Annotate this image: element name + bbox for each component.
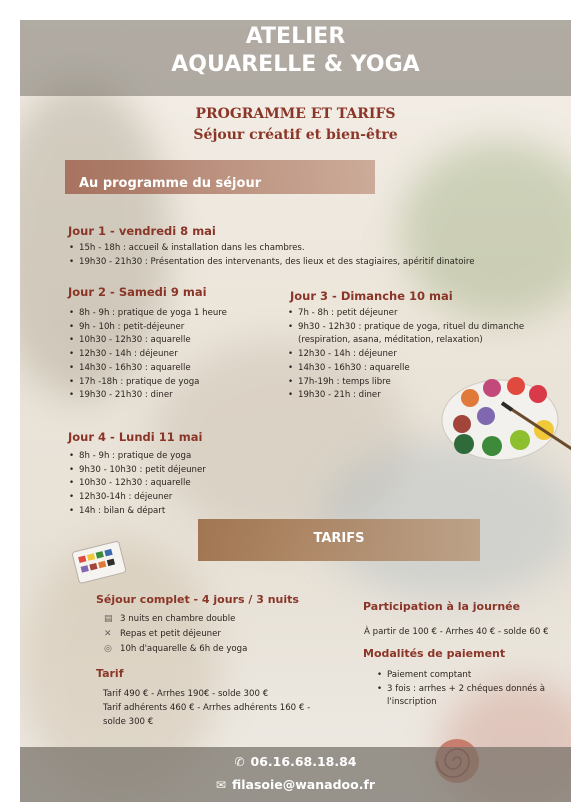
list-item: • 19h30 - 21h30 : diner	[68, 389, 278, 403]
day2-list	[68, 307, 278, 403]
list-item: • 12h30 - 14h : déjeuner	[68, 348, 278, 362]
complete-stay-title: Séjour complet - 4 jours / 3 nuits	[96, 593, 299, 606]
list-item: • 12h30 - 14h : déjeuner	[287, 348, 547, 362]
day2-title: Jour 2 - Samedi 9 mai	[68, 285, 207, 299]
list-item: • 10h30 - 12h30 : aquarelle	[68, 334, 278, 348]
header-title-line1: ATELIER	[245, 24, 346, 49]
tarif-lines	[103, 687, 343, 729]
included-label: Repas et petit déjeuner	[120, 629, 221, 639]
header-banner	[20, 20, 571, 96]
included-label: 10h d'aquarelle & 6h de yoga	[120, 644, 248, 654]
list-item: • 12h30-14h : déjeuner	[68, 491, 278, 505]
paint-box-icon	[72, 532, 128, 584]
list-item: • 14h : bilan & départ	[68, 505, 278, 519]
list-item: • 15h - 18h : accueil & installation dans les chambres.	[68, 242, 568, 256]
day1-title: Jour 1 - vendredi 8 mai	[68, 224, 216, 238]
bed-icon: ▤	[104, 614, 113, 624]
list-item: • 14h30 - 16h30 : aquarelle	[287, 362, 547, 376]
program-title: PROGRAMME ET TARIFS	[195, 106, 396, 122]
list-item: • 9h30 - 12h30 : pratique de yoga, rituel du dimanche (respiration, asana, méditation, relaxation)	[287, 321, 547, 348]
list-item: • 3 fois : arrhes + 2 chéques donnés à l'inscription	[376, 683, 566, 710]
list-item: • 9h - 10h : petit-déjeuner	[68, 321, 278, 335]
email-line	[20, 777, 571, 792]
list-item: • 19h30 - 21h : diner	[287, 389, 547, 403]
tarif-line: solde 300 €	[103, 717, 154, 727]
list-item	[104, 612, 247, 627]
flyer-page	[20, 20, 571, 802]
day-rate-title: Participation à la journée	[363, 600, 521, 613]
mail-icon: ✉	[215, 778, 226, 792]
phone-line	[20, 754, 571, 769]
paint-palette-icon	[440, 358, 571, 468]
list-item	[104, 627, 247, 642]
included-list	[104, 612, 247, 657]
day-rate-text: À partir de 100 € - Arrhes 40 € - solde 60 €	[364, 627, 549, 637]
list-item: • 8h - 9h : pratique de yoga	[68, 450, 278, 464]
list-item: • 7h - 8h : petit déjeuner	[287, 307, 547, 321]
list-item: • Paiement comptant	[376, 669, 566, 683]
list-item: • 19h30 - 21h30 : Présentation des intervenants, des lieux et des stagiaires, apéritif dinatoire	[68, 256, 568, 270]
tarif-title: Tarif	[96, 667, 124, 680]
program-section-band: Au programme du séjour	[65, 160, 375, 194]
tarif-line: Tarif adhérents 460 € - Arrhes adhérents 160 € -	[103, 703, 311, 713]
tarif-line: Tarif 490 € - Arrhes 190€ - solde 300 €	[103, 689, 269, 699]
day3-title: Jour 3 - Dimanche 10 mai	[290, 289, 453, 303]
day4-title: Jour 4 - Lundi 11 mai	[68, 430, 203, 444]
included-label: 3 nuits en chambre double	[120, 614, 236, 624]
list-item	[104, 642, 247, 657]
day1-list	[68, 242, 568, 269]
header-title-line2: AQUARELLE & YOGA	[171, 52, 420, 77]
phone-icon: ✆	[234, 755, 245, 769]
list-item: • 9h30 - 10h30 : petit déjeuner	[68, 464, 278, 478]
list-item: • 10h30 - 12h30 : aquarelle	[68, 477, 278, 491]
payment-title: Modalités de paiement	[363, 647, 506, 660]
contact-footer	[20, 747, 571, 802]
list-item: • 17h-19h : temps libre	[287, 376, 547, 390]
program-subtitle: Séjour créatif et bien-être	[193, 127, 398, 143]
phone-number[interactable]: 06.16.68.18.84	[250, 754, 357, 769]
tarifs-section-band: TARIFS	[198, 519, 480, 561]
utensils-icon: ✕	[104, 629, 112, 639]
list-item: • 14h30 - 16h30 : aquarelle	[68, 362, 278, 376]
palette-icon: ◎	[104, 644, 112, 654]
list-item: • 17h -18h : pratique de yoga	[68, 376, 278, 390]
email-address[interactable]: filasoie@wanadoo.fr	[231, 777, 376, 792]
list-item: • 8h - 9h : pratique de yoga 1 heure	[68, 307, 278, 321]
day4-list	[68, 450, 278, 519]
payment-list	[376, 669, 566, 710]
